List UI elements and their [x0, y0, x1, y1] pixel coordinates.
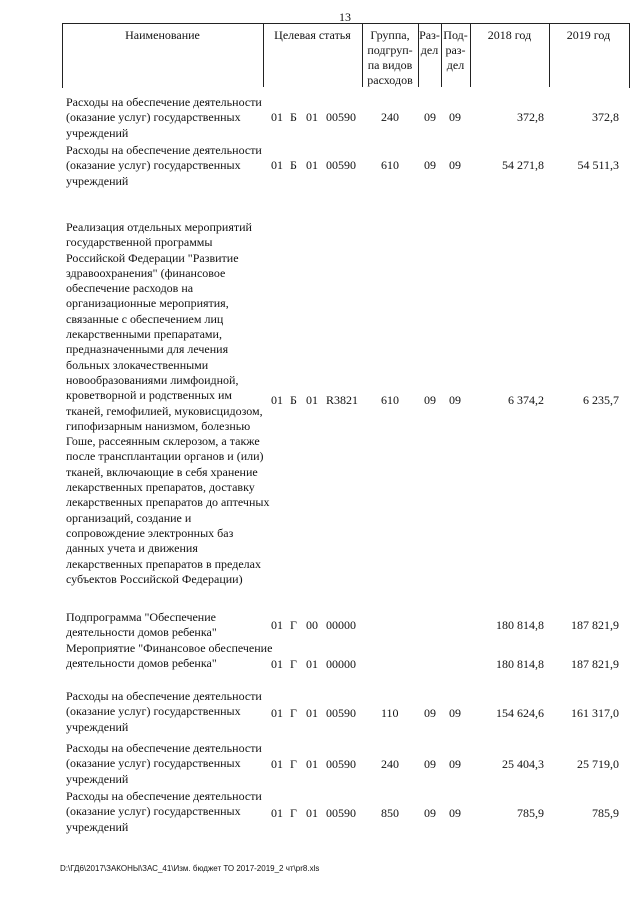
code-1: 01: [271, 757, 283, 771]
row-name: Расходы на обеспечение деятельности (оказание услуг) государственных учреждений: [66, 789, 262, 834]
group-code: 110: [381, 706, 399, 720]
code-4: 00590: [326, 806, 356, 820]
header-target: Целевая статья: [274, 28, 351, 42]
group-code: 610: [381, 393, 399, 407]
subsection-code: 09: [449, 706, 461, 720]
code-1: 01: [271, 393, 283, 407]
footer-file-path: D:\ГД6\2017\ЗАКОНЫ\ЗАС_41\Изм. бюджет ТО 2017-2019_2 чт\pr8.xls: [60, 864, 320, 873]
section-code: 09: [424, 110, 436, 124]
code-2: Б: [290, 158, 297, 172]
row-name: Мероприятие "Финансовое обеспечение деятельности домов ребенка": [66, 641, 273, 671]
group-code: 240: [381, 757, 399, 771]
section-code: 09: [424, 393, 436, 407]
value-2019: 25 719,0: [577, 757, 619, 771]
subsection-code: 09: [449, 158, 461, 172]
code-4: 00000: [326, 618, 356, 632]
code-1: 01: [271, 158, 283, 172]
group-code: 240: [381, 110, 399, 124]
code-4: 00590: [326, 757, 356, 771]
code-3: 01: [306, 657, 318, 671]
row-name: Расходы на обеспечение деятельности (оказание услуг) государственных учреждений: [66, 143, 262, 188]
value-2018: 25 404,3: [502, 757, 544, 771]
header-name: Наименование: [125, 28, 200, 42]
header-group: Группа, подгруп- па видов расходов: [367, 28, 413, 87]
value-2018: 785,9: [517, 806, 544, 820]
value-2018: 54 271,8: [502, 158, 544, 172]
value-2019: 161 317,0: [571, 706, 619, 720]
code-4: 00590: [326, 706, 356, 720]
code-2: Г: [290, 757, 297, 771]
section-code: 09: [424, 158, 436, 172]
code-3: 01: [306, 757, 318, 771]
code-1: 01: [271, 657, 283, 671]
value-2018: 180 814,8: [496, 657, 544, 671]
code-4: R3821: [326, 393, 359, 407]
code-3: 01: [306, 806, 318, 820]
code-2: Г: [290, 657, 297, 671]
code-4: 00000: [326, 657, 356, 671]
row-name: Расходы на обеспечение деятельности (оказание услуг) государственных учреждений: [66, 741, 262, 786]
section-code: 09: [424, 706, 436, 720]
code-1: 01: [271, 706, 283, 720]
value-2018: 180 814,8: [496, 618, 544, 632]
code-4: 00590: [326, 158, 356, 172]
header-2019: 2019 год: [566, 28, 611, 42]
row-name: Расходы на обеспечение деятельности (оказание услуг) государственных учреждений: [66, 95, 262, 140]
group-code: 610: [381, 158, 399, 172]
code-3: 01: [306, 110, 318, 124]
subsection-code: 09: [449, 110, 461, 124]
value-2018: 154 624,6: [496, 706, 544, 720]
value-2019: 785,9: [592, 806, 619, 820]
value-2019: 372,8: [592, 110, 619, 124]
group-code: 850: [381, 806, 399, 820]
header-2018: 2018 год: [487, 28, 532, 42]
code-2: Г: [290, 618, 297, 632]
row-name: Реализация отдельных мероприятий государственной программы Российской Федерации "Развитие здравоохранения" (финансовое обеспечение расходов на организационные мероприятия, связанные с обеспечением лиц лекарственными препаратами, предназначенными для лечения больных злокачественными новообразованиями лимфоидной, кроветворной и родственных им тканей, гемофилией, муковисцидозом, гипофизарным нанизмом, болезнью Гоше, рассеянным склерозом, а также после трансплантации органов и (или) тканей, включающие в себя хранение лекарственных препаратов, доставку лекарственных препаратов до аптечных организаций, создание и сопровождение электронных баз данных учета и движения лекарственных препаратов в пределах субъектов Российской Федерации): [66, 220, 270, 586]
subsection-code: 09: [449, 393, 461, 407]
page-number: 13: [339, 10, 351, 24]
code-1: 01: [271, 806, 283, 820]
code-2: Г: [290, 806, 297, 820]
value-2018: 372,8: [517, 110, 544, 124]
header-section: Раз- дел: [419, 28, 440, 57]
code-3: 01: [306, 706, 318, 720]
code-4: 00590: [326, 110, 356, 124]
subsection-code: 09: [449, 806, 461, 820]
code-1: 01: [271, 110, 283, 124]
value-2019: 187 821,9: [571, 618, 619, 632]
row-name: Подпрограмма "Обеспечение деятельности домов ребенка": [66, 610, 217, 640]
value-2019: 54 511,3: [577, 158, 619, 172]
subsection-code: 09: [449, 757, 461, 771]
value-2018: 6 374,2: [508, 393, 544, 407]
code-2: Б: [290, 110, 297, 124]
section-code: 09: [424, 806, 436, 820]
code-3: 01: [306, 158, 318, 172]
value-2019: 6 235,7: [583, 393, 619, 407]
code-3: 00: [306, 618, 318, 632]
value-2019: 187 821,9: [571, 657, 619, 671]
row-name: Расходы на обеспечение деятельности (оказание услуг) государственных учреждений: [66, 689, 262, 734]
code-3: 01: [306, 393, 318, 407]
code-2: Г: [290, 706, 297, 720]
section-code: 09: [424, 757, 436, 771]
code-1: 01: [271, 618, 283, 632]
code-2: Б: [290, 393, 297, 407]
header-subsection: Под- раз- дел: [443, 28, 468, 72]
